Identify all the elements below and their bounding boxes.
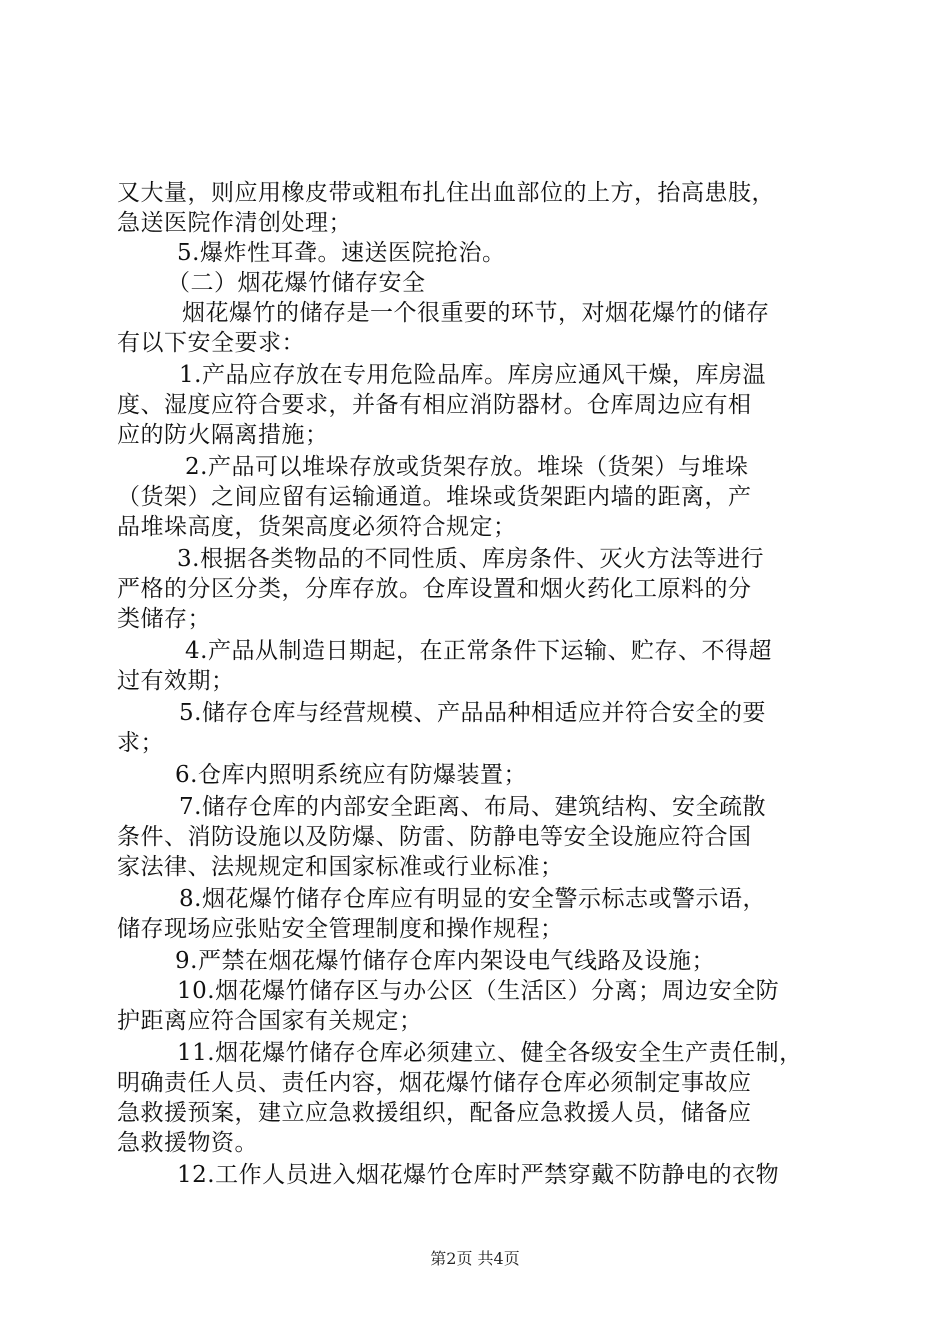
- page-number-footer: 第2页 共4页: [430, 1249, 520, 1268]
- text-line-6: 有以下安全要求：: [117, 330, 305, 356]
- text-line-19: 求；: [117, 730, 164, 756]
- section-heading: （二）烟花爆竹储存安全: [167, 270, 426, 296]
- text-line-21: 7.储存仓库的内部安全距离、布局、建筑结构、安全疏散: [179, 794, 766, 820]
- text-line-2: 急送医院作清创处理；: [117, 210, 352, 236]
- text-line-23: 家法律、法规规定和国家标准或行业标准；: [117, 854, 564, 880]
- text-line-16: 4.产品从制造日期起，在正常条件下运输、贮存、不得超: [185, 638, 772, 664]
- text-line-27: 10.烟花爆竹储存区与办公区（生活区）分离；周边安全防: [177, 978, 780, 1004]
- text-line-9: 应的防火隔离措施；: [117, 422, 329, 448]
- text-line-10: 2.产品可以堆垛存放或货架存放。堆垛（货架）与堆垛: [185, 454, 749, 480]
- text-line-33: 12.工作人员进入烟花爆竹仓库时严禁穿戴不防静电的衣物: [177, 1162, 780, 1188]
- text-line-11: （货架）之间应留有运输通道。堆垛或货架距内墙的距离，产: [117, 484, 752, 510]
- text-line-22: 条件、消防设施以及防爆、防雷、防静电等安全设施应符合国: [117, 824, 752, 850]
- text-line-26: 9.严禁在烟花爆竹储存仓库内架设电气线路及设施；: [175, 948, 715, 974]
- text-line-20: 6.仓库内照明系统应有防爆装置；: [175, 762, 527, 788]
- text-line-18: 5.储存仓库与经营规模、产品品种相适应并符合安全的要: [179, 700, 766, 726]
- text-line-24: 8.烟花爆竹储存仓库应有明显的安全警示标志或警示语，: [179, 886, 766, 912]
- text-line-8: 度、湿度应符合要求，并备有相应消防器材。仓库周边应有相: [117, 392, 752, 418]
- text-line-30: 明确责任人员、责任内容，烟花爆竹储存仓库必须制定事故应: [117, 1070, 752, 1096]
- text-line-28: 护距离应符合国家有关规定；: [117, 1008, 423, 1034]
- text-line-31: 急救援预案，建立应急救援组织，配备应急救援人员，储备应: [117, 1100, 752, 1126]
- text-line-13: 3.根据各类物品的不同性质、库房条件、灭火方法等进行: [177, 546, 764, 572]
- text-line-29: 11.烟花爆竹储存仓库必须建立、健全各级安全生产责任制，: [177, 1040, 803, 1066]
- text-line-3: 5.爆炸性耳聋。速送医院抢治。: [177, 240, 506, 266]
- text-line-1: 又大量，则应用橡皮带或粗布扎住出血部位的上方，抬高患肢，: [117, 180, 775, 206]
- text-line-12: 品堆垛高度，货架高度必须符合规定；: [117, 514, 517, 540]
- text-line-32: 急救援物资。: [117, 1130, 258, 1156]
- text-line-25: 储存现场应张贴安全管理制度和操作规程；: [117, 916, 564, 942]
- text-line-14: 严格的分区分类，分库存放。仓库设置和烟火药化工原料的分: [117, 576, 752, 602]
- text-line-7: 1.产品应存放在专用危险品库。库房应通风干燥，库房温: [179, 362, 766, 388]
- text-line-5: 烟花爆竹的储存是一个很重要的环节，对烟花爆竹的储存: [182, 300, 770, 326]
- text-line-15: 类储存；: [117, 606, 211, 632]
- text-line-17: 过有效期；: [117, 668, 235, 694]
